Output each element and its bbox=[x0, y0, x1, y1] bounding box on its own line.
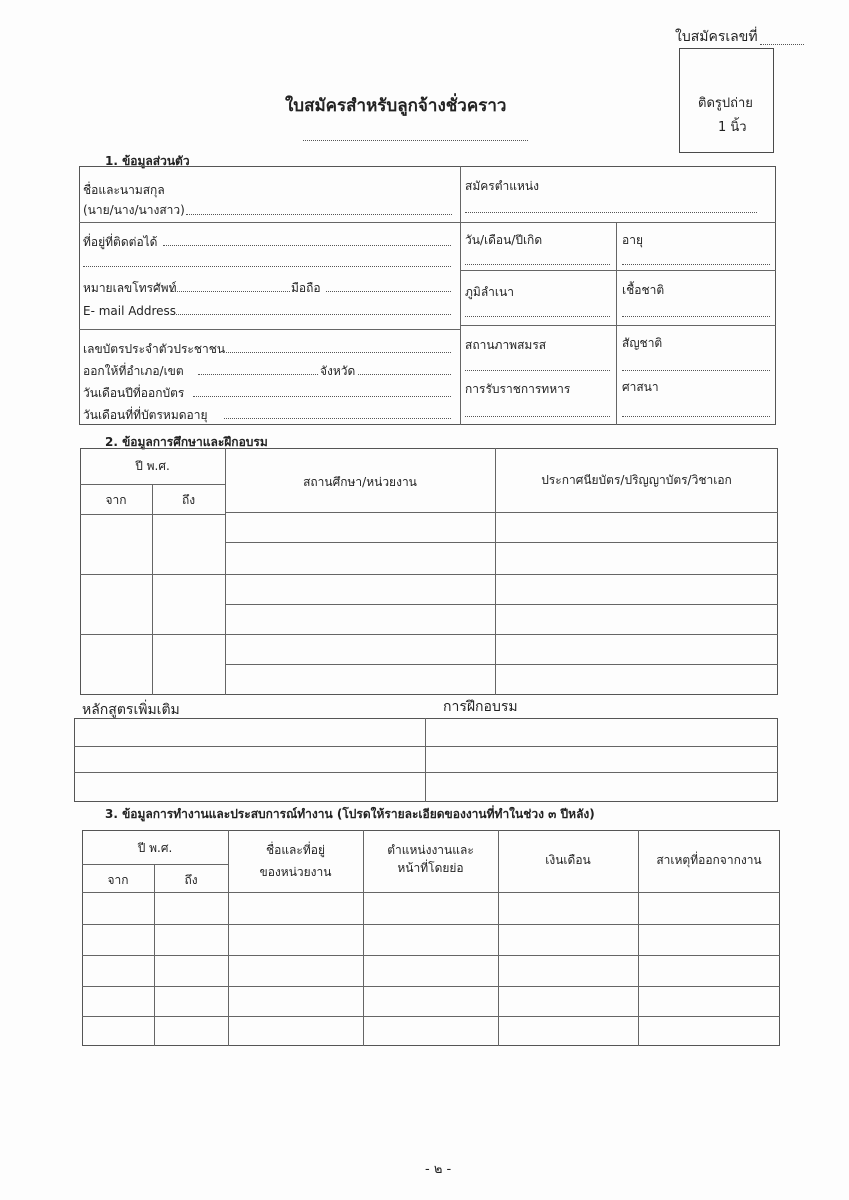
section2-heading: 2. ข้อมูลการศึกษาและฝึกอบรม bbox=[105, 435, 268, 449]
photo-box-line1: ติดรูปถ่าย bbox=[698, 96, 753, 111]
divider bbox=[152, 484, 153, 695]
divider bbox=[74, 772, 778, 773]
divider bbox=[79, 222, 776, 223]
work-from-header: จาก bbox=[107, 873, 129, 887]
military-service-field[interactable] bbox=[465, 416, 610, 417]
salary-header: เงินเดือน bbox=[545, 853, 591, 867]
divider bbox=[82, 955, 780, 956]
training-label: การฝึกอบรม bbox=[443, 699, 518, 715]
divider bbox=[425, 718, 426, 802]
divider bbox=[460, 270, 776, 271]
leave-reason-header: สาเหตุที่ออกจากงาน bbox=[656, 853, 762, 867]
age-label: อายุ bbox=[622, 233, 643, 247]
hometown-label: ภูมิลำเนา bbox=[465, 285, 514, 299]
address-field-1[interactable] bbox=[163, 245, 451, 246]
extra-courses-label: หลักสูตรเพิ่มเติม bbox=[82, 702, 180, 718]
section3-heading: 3. ข้อมูลการทำงานและประสบการณ์ทำงาน (โปรดให้รายละเอียดของงานที่ทำในช่วง ๓ ปีหลัง) bbox=[105, 807, 595, 821]
hometown-field[interactable] bbox=[465, 316, 610, 317]
position-field[interactable] bbox=[465, 212, 757, 213]
ethnicity-label: เชื้อชาติ bbox=[622, 283, 665, 297]
nationality-label: สัญชาติ bbox=[622, 336, 663, 350]
divider bbox=[82, 924, 780, 925]
address-label: ที่อยู่ที่ติดต่อได้ bbox=[83, 235, 158, 249]
religion-label: ศาสนา bbox=[622, 380, 659, 394]
job-position-header-line1: ตำแหน่งงานและ bbox=[387, 843, 474, 857]
issued-at-label: ออกให้ที่อำเภอ/เขต bbox=[83, 364, 184, 378]
divider bbox=[79, 329, 460, 330]
divider bbox=[82, 892, 780, 893]
ethnicity-field[interactable] bbox=[622, 316, 770, 317]
divider bbox=[460, 325, 776, 326]
section1-heading: 1. ข้อมูลส่วนตัว bbox=[105, 154, 190, 168]
phone-field[interactable] bbox=[172, 291, 290, 292]
divider bbox=[82, 864, 228, 865]
form-title: ใบสมัครสำหรับลูกจ้างชั่วคราว bbox=[285, 96, 507, 116]
divider bbox=[225, 542, 778, 543]
expiry-date-label: วันเดือนที่ที่บัตรหมดอายุ bbox=[83, 408, 208, 422]
id-card-label: เลขบัตรประจำตัวประชาชน bbox=[83, 342, 226, 356]
mobile-field[interactable] bbox=[326, 291, 451, 292]
courses-training-table bbox=[74, 718, 778, 802]
province-field[interactable] bbox=[358, 374, 451, 375]
edu-year-header: ปี พ.ศ. bbox=[135, 459, 170, 473]
expiry-date-field[interactable] bbox=[224, 418, 451, 419]
divider bbox=[225, 512, 778, 513]
divider bbox=[74, 746, 778, 747]
divider bbox=[82, 986, 780, 987]
military-service-label: การรับราชการทหาร bbox=[465, 382, 571, 396]
marital-status-field[interactable] bbox=[465, 370, 610, 371]
mobile-label: มือถือ bbox=[291, 281, 321, 295]
issued-at-field[interactable] bbox=[198, 374, 318, 375]
divider bbox=[80, 574, 778, 575]
age-field[interactable] bbox=[622, 264, 770, 265]
application-number-field[interactable] bbox=[760, 44, 804, 45]
address-field-2[interactable] bbox=[83, 266, 451, 267]
province-label: จังหวัด bbox=[320, 364, 356, 378]
name-label: ชื่อและนามสกุล bbox=[83, 183, 165, 197]
dob-field[interactable] bbox=[465, 264, 610, 265]
nationality-field[interactable] bbox=[622, 370, 770, 371]
divider bbox=[616, 222, 617, 425]
marital-status-label: สถานภาพสมรส bbox=[465, 338, 547, 352]
work-year-header: ปี พ.ศ. bbox=[137, 841, 173, 855]
edu-to-header: ถึง bbox=[181, 493, 196, 507]
phone-label: หมายเลขโทรศัพท์ bbox=[83, 281, 177, 295]
dob-label: วัน/เดือน/ปีเกิด bbox=[465, 233, 543, 247]
degree-header: ประกาศนียบัตร/ปริญญาบัตร/วิชาเอก bbox=[541, 473, 732, 487]
divider bbox=[225, 604, 778, 605]
application-number-label: ใบสมัครเลขที่ bbox=[675, 29, 758, 45]
divider bbox=[80, 514, 225, 515]
work-to-header: ถึง bbox=[184, 873, 198, 887]
email-label: E- mail Address bbox=[83, 304, 177, 318]
title-underline bbox=[303, 140, 528, 141]
photo-box-line2: 1 นิ้ว bbox=[718, 120, 747, 135]
employer-header-line1: ชื่อและที่อยู่ bbox=[265, 843, 326, 857]
job-position-header-line2: หน้าที่โดยย่อ bbox=[397, 861, 464, 875]
name-field[interactable] bbox=[186, 214, 452, 215]
issue-date-label: วันเดือนปีที่ออกบัตร bbox=[83, 386, 185, 400]
id-card-field[interactable] bbox=[226, 352, 451, 353]
divider bbox=[225, 664, 778, 665]
employer-header-line2: ของหน่วยงาน bbox=[259, 865, 332, 879]
edu-from-header: จาก bbox=[105, 493, 127, 507]
position-label: สมัครตำแหน่ง bbox=[465, 179, 539, 193]
photo-box bbox=[679, 48, 774, 153]
page-number: - ๒ - bbox=[425, 1162, 452, 1177]
divider bbox=[82, 1016, 780, 1017]
issue-date-field[interactable] bbox=[193, 396, 451, 397]
religion-field[interactable] bbox=[622, 416, 770, 417]
email-field[interactable] bbox=[176, 314, 451, 315]
institution-header: สถานศึกษา/หน่วยงาน bbox=[303, 475, 417, 489]
name-prefix-label: (นาย/นาง/นางสาว) bbox=[83, 203, 185, 217]
divider bbox=[80, 634, 778, 635]
divider bbox=[460, 166, 461, 425]
